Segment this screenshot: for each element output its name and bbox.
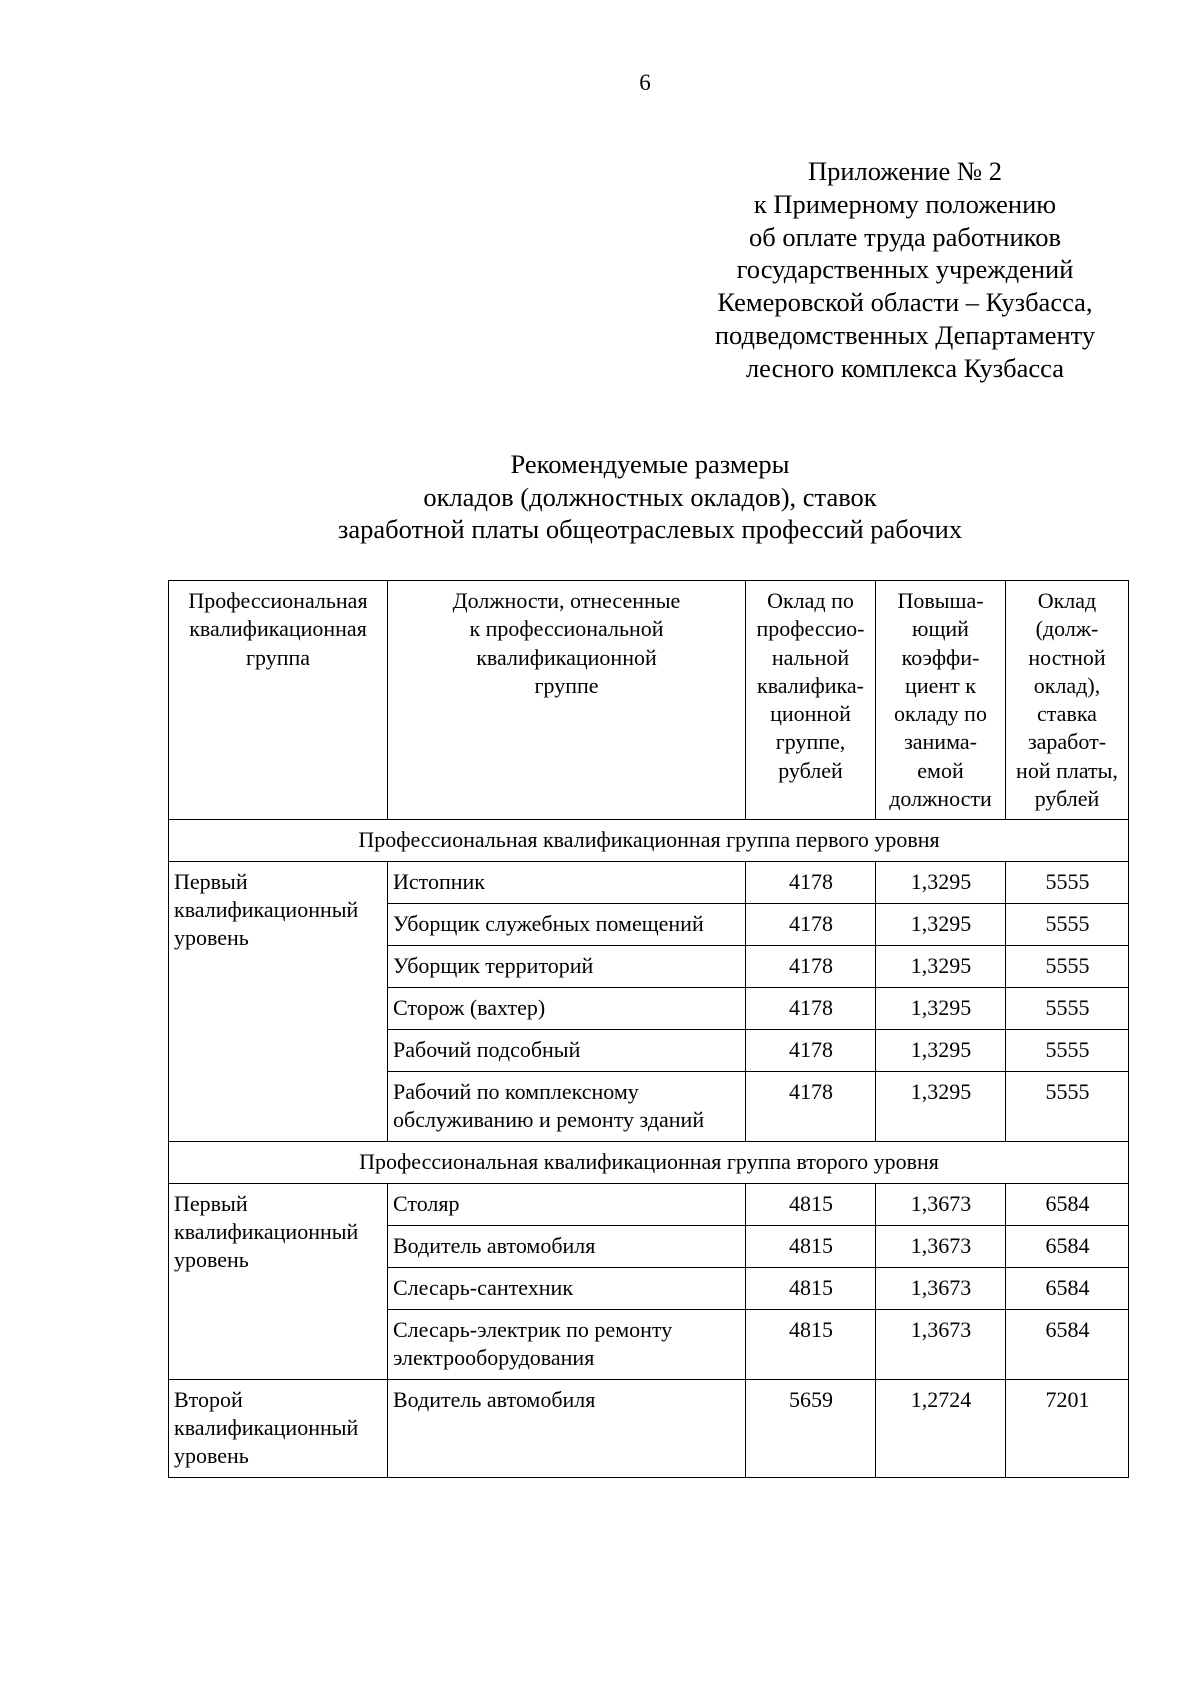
position-name: Водитель автомобиля xyxy=(388,1380,746,1478)
final-salary: 5555 xyxy=(1006,1072,1129,1142)
header-final-salary: Оклад (долж- ностной оклад), ставка заработ- ной платы, рублей xyxy=(1006,581,1129,820)
appendix-line: Кемеровской области – Кузбасса, xyxy=(717,287,1093,318)
appendix-line: государственных учреждений xyxy=(736,254,1074,285)
table-header-row xyxy=(169,581,1129,820)
page-number: 6 xyxy=(639,70,651,95)
appendix-line: подведомственных Департаменту xyxy=(714,319,1096,350)
header-positions: Должности, отнесенные к профессиональной квалификационной группе xyxy=(388,581,746,820)
appendix-note xyxy=(660,155,1150,385)
appendix-line: Приложение № 2 xyxy=(807,156,1002,186)
header-base-salary: Оклад по профессио- нальной квалифика- ционной группе, рублей xyxy=(746,581,876,820)
final-salary: 5555 xyxy=(1006,862,1129,904)
coefficient: 1,3673 xyxy=(876,1268,1006,1310)
final-salary: 6584 xyxy=(1006,1268,1129,1310)
base-salary: 4178 xyxy=(746,1072,876,1142)
document-title xyxy=(150,448,1150,546)
coefficient: 1,3673 xyxy=(876,1226,1006,1268)
final-salary: 5555 xyxy=(1006,904,1129,946)
table-row xyxy=(169,1184,1129,1226)
base-salary: 4178 xyxy=(746,1030,876,1072)
title-line: Рекомендуемые размеры xyxy=(510,449,790,479)
final-salary: 6584 xyxy=(1006,1184,1129,1226)
base-salary: 4178 xyxy=(746,946,876,988)
qualification-level: Первый квалификационный уровень xyxy=(169,862,388,1142)
wage-table xyxy=(168,580,1129,1478)
header-coefficient: Повыша- ющий коэффи- циент к окладу по занима- емой должности xyxy=(876,581,1006,820)
position-name: Рабочий подсобный xyxy=(388,1030,746,1072)
table-row xyxy=(169,862,1129,904)
base-salary: 4178 xyxy=(746,904,876,946)
final-salary: 7201 xyxy=(1006,1380,1129,1478)
coefficient: 1,3295 xyxy=(876,862,1006,904)
position-name: Водитель автомобиля xyxy=(388,1226,746,1268)
base-salary: 4178 xyxy=(746,988,876,1030)
position-name: Слесарь-сантехник xyxy=(388,1268,746,1310)
coefficient: 1,3673 xyxy=(876,1310,1006,1380)
base-salary: 4178 xyxy=(746,862,876,904)
coefficient: 1,3295 xyxy=(876,946,1006,988)
position-name: Столяр xyxy=(388,1184,746,1226)
base-salary: 4815 xyxy=(746,1226,876,1268)
title-line: заработной платы общеотраслевых профессий рабочих xyxy=(337,514,963,544)
coefficient: 1,2724 xyxy=(876,1380,1006,1478)
final-salary: 5555 xyxy=(1006,988,1129,1030)
position-name: Уборщик служебных помещений xyxy=(388,904,746,946)
final-salary: 6584 xyxy=(1006,1310,1129,1380)
final-salary: 5555 xyxy=(1006,946,1129,988)
group-title: Профессиональная квалификационная группа второго уровня xyxy=(169,1142,1129,1184)
group-header-row xyxy=(169,820,1129,862)
base-salary: 5659 xyxy=(746,1380,876,1478)
base-salary: 4815 xyxy=(746,1310,876,1380)
position-name: Сторож (вахтер) xyxy=(388,988,746,1030)
appendix-line: к Примерному положению xyxy=(753,188,1057,219)
appendix-line: лесного комплекса Кузбасса xyxy=(745,352,1065,383)
coefficient: 1,3295 xyxy=(876,988,1006,1030)
coefficient: 1,3295 xyxy=(876,1030,1006,1072)
qualification-level: Второй квалификационный уровень xyxy=(169,1380,388,1478)
final-salary: 5555 xyxy=(1006,1030,1129,1072)
position-name: Рабочий по комплексному обслуживанию и ремонту зданий xyxy=(388,1072,746,1142)
coefficient: 1,3295 xyxy=(876,1072,1006,1142)
coefficient: 1,3673 xyxy=(876,1184,1006,1226)
group-header-row xyxy=(169,1142,1129,1184)
header-qualification-group: Профессиональная квалификационная группа xyxy=(169,581,388,820)
group-title: Профессиональная квалификационная группа первого уровня xyxy=(169,820,1129,862)
title-line: окладов (должностных окладов), ставок xyxy=(423,481,877,512)
table-row xyxy=(169,1380,1129,1478)
position-name: Истопник xyxy=(388,862,746,904)
final-salary: 6584 xyxy=(1006,1226,1129,1268)
position-name: Слесарь-электрик по ремонту электрооборудования xyxy=(388,1310,746,1380)
base-salary: 4815 xyxy=(746,1184,876,1226)
position-name: Уборщик территорий xyxy=(388,946,746,988)
base-salary: 4815 xyxy=(746,1268,876,1310)
coefficient: 1,3295 xyxy=(876,904,1006,946)
qualification-level: Первый квалификационный уровень xyxy=(169,1184,388,1380)
appendix-line: об оплате труда работников xyxy=(749,221,1061,252)
